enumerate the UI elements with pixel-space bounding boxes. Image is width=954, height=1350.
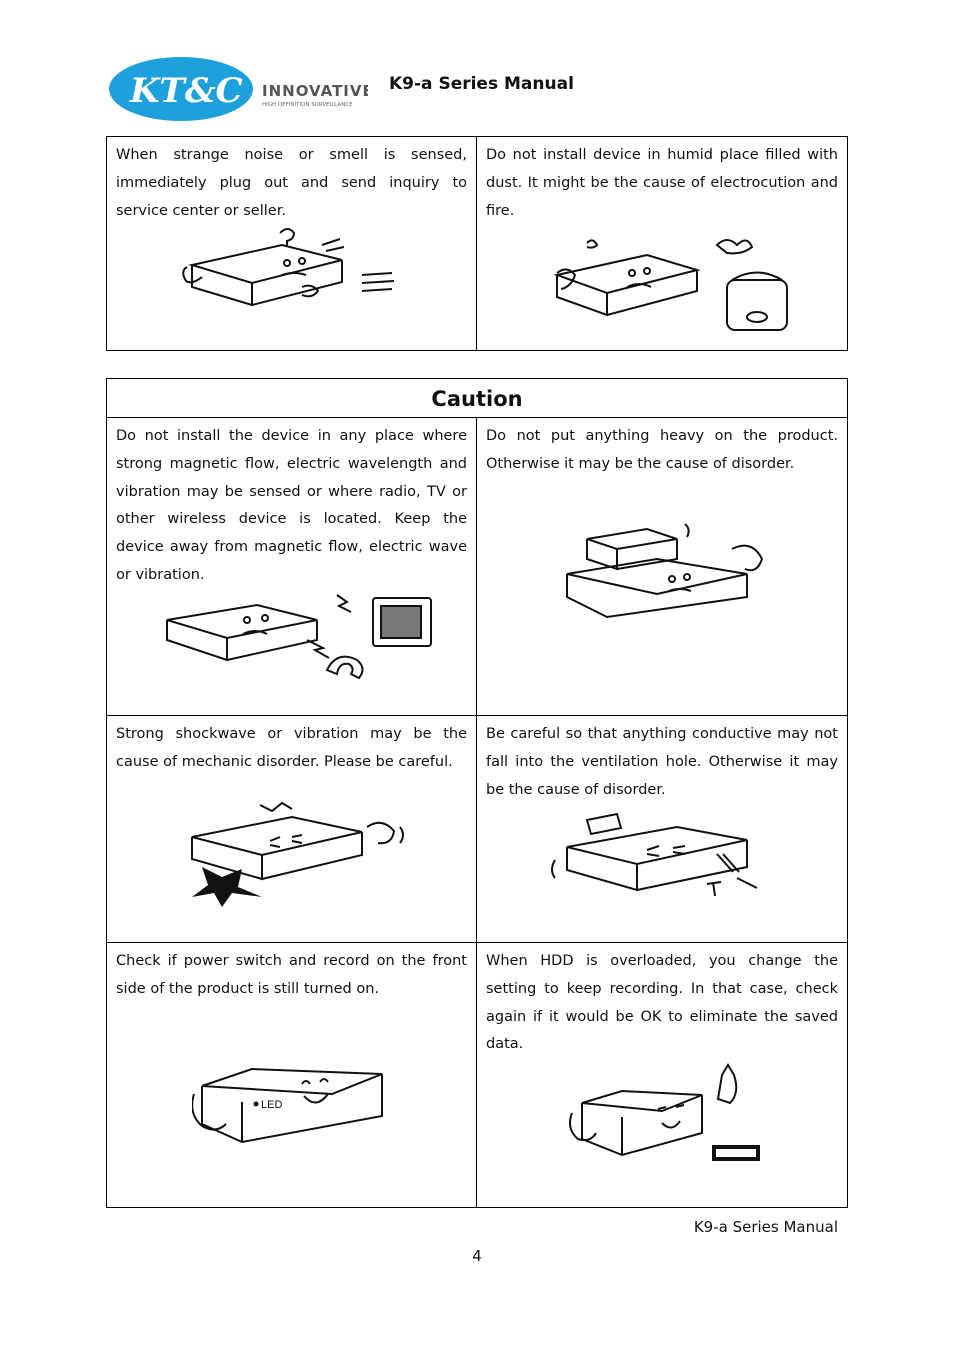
page-number: 4 bbox=[472, 1247, 482, 1265]
caution-cell-shock bbox=[107, 716, 477, 943]
cell-text: When HDD is overloaded, you change the setting to keep recording. In that case, check again if it would be OK to eliminate the saved data. bbox=[486, 953, 838, 1053]
cell-text: Check if power switch and record on the front side of the product is still turned on. bbox=[116, 953, 467, 997]
device-shock-illustration bbox=[172, 797, 412, 907]
footer-manual-title: K9-a Series Manual bbox=[693, 1218, 838, 1236]
logo-text: KT&C bbox=[130, 71, 243, 111]
cell-text: Strong shockwave or vibration may be the cause of mechanic disorder. Please be careful. bbox=[116, 726, 467, 770]
cell-text: Do not put anything heavy on the product. Otherwise it may be the cause of disorder. bbox=[486, 428, 838, 472]
device-heavy-load-illustration bbox=[557, 519, 767, 629]
device-hdd-illustration bbox=[562, 1063, 762, 1163]
device-conductive-illustration bbox=[547, 812, 777, 902]
header-title: K9-a Series Manual bbox=[389, 74, 574, 94]
caution-cell-conductive bbox=[477, 716, 848, 943]
cell-text: When strange noise or smell is sensed, immediately plug out and send inquiry to service center or seller. bbox=[116, 147, 467, 219]
device-smell-noise-illustration bbox=[162, 225, 422, 315]
warning-table bbox=[106, 136, 848, 351]
cell-text: Do not install the device in any place where strong magnetic flow, electric wavelength and vibration may be sensed or where radio, TV or other wireless device is located. Keep the device away from magnetic flow, electric wave or vibration. bbox=[116, 428, 467, 583]
caution-cell-power bbox=[107, 943, 477, 1208]
logo-tagline: INNOVATIVE bbox=[262, 82, 368, 100]
caution-cell-magnetic bbox=[107, 418, 477, 716]
device-humidifier-illustration bbox=[527, 225, 797, 335]
caution-heading: Caution bbox=[107, 379, 848, 418]
caution-cell-hdd bbox=[477, 943, 848, 1208]
cell-text: Be careful so that anything conductive may not fall into the ventilation hole. Otherwise it may be the cause of disorder. bbox=[486, 726, 838, 798]
device-led-illustration bbox=[192, 1064, 392, 1154]
warning-cell-noise bbox=[107, 137, 477, 351]
device-magnet-tv-illustration bbox=[147, 590, 437, 690]
caution-cell-heavy bbox=[477, 418, 848, 716]
company-logo bbox=[108, 56, 368, 122]
logo-subline: HIGH DEFINITION SURVEILLANCE bbox=[262, 102, 353, 108]
cell-text: Do not install device in humid place filled with dust. It might be the cause of electrocution and fire. bbox=[486, 147, 838, 219]
caution-table bbox=[106, 378, 848, 1208]
warning-cell-humid bbox=[477, 137, 848, 351]
led-label: LED bbox=[260, 1098, 282, 1111]
